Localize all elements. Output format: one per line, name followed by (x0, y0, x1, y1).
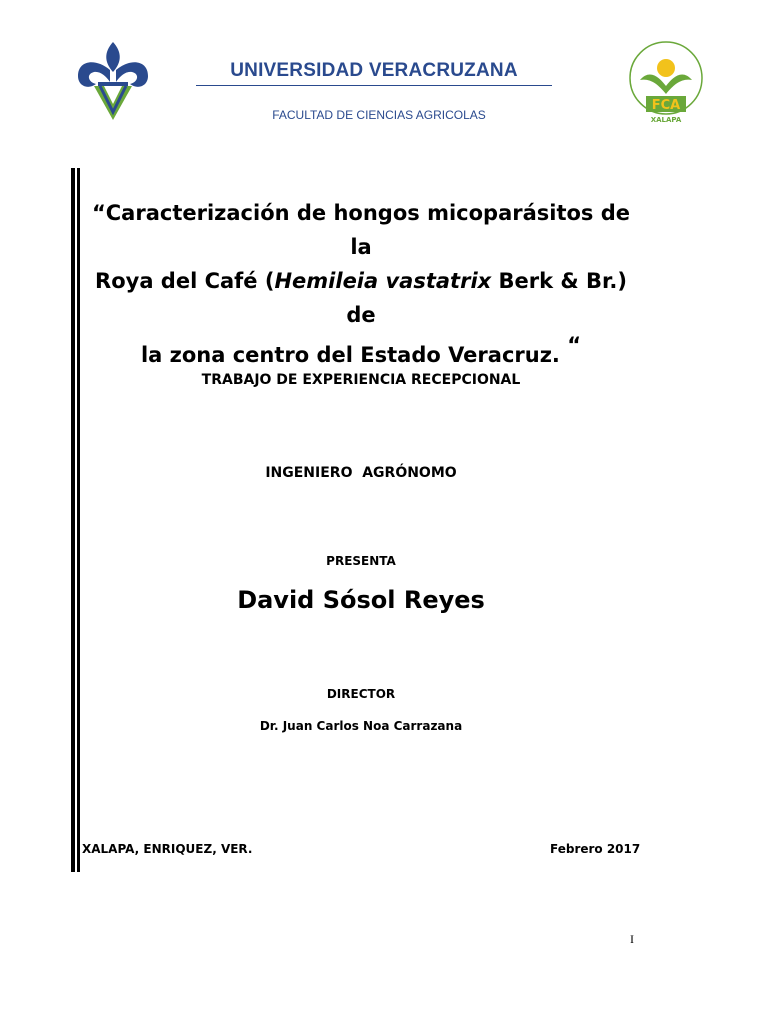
uv-logo (74, 40, 152, 122)
fca-logo (626, 38, 706, 128)
left-rule-thin (77, 168, 80, 872)
title-line-1: “Caracterización de hongos micoparásitos de la (91, 201, 631, 259)
page-number: I (630, 932, 634, 946)
degree: INGENIERO AGRÓNOMO (265, 465, 457, 481)
presenta-label: PRESENTA (326, 554, 396, 568)
closing-quote: “ (567, 333, 582, 357)
location: XALAPA, ENRIQUEZ, VER. (82, 842, 253, 856)
header-divider (196, 85, 552, 86)
university-name: UNIVERSIDAD VERACRUZANA (230, 60, 518, 81)
svg-text:FCA: FCA (651, 98, 681, 113)
species-name: Hemileia vastatrix (274, 269, 492, 293)
title-line-3: la zona centro del Estado Veracruz. “ (140, 333, 582, 367)
left-rule-thick (71, 168, 75, 872)
svg-text:XALAPA: XALAPA (650, 116, 682, 124)
work-type: TRABAJO DE EXPERIENCIA RECEPCIONAL (201, 372, 521, 388)
author-name: David Sósol Reyes (237, 586, 485, 614)
faculty-name: FACULTAD DE CIENCIAS AGRICOLAS (272, 108, 486, 122)
title-line-2: Roya del Café (Hemileia vastatrix Berk & Br.) de (95, 269, 627, 327)
thesis-title (82, 196, 640, 372)
date: Febrero 2017 (550, 842, 641, 856)
director-name: Dr. Juan Carlos Noa Carrazana (259, 719, 463, 733)
director-label: DIRECTOR (326, 687, 396, 701)
